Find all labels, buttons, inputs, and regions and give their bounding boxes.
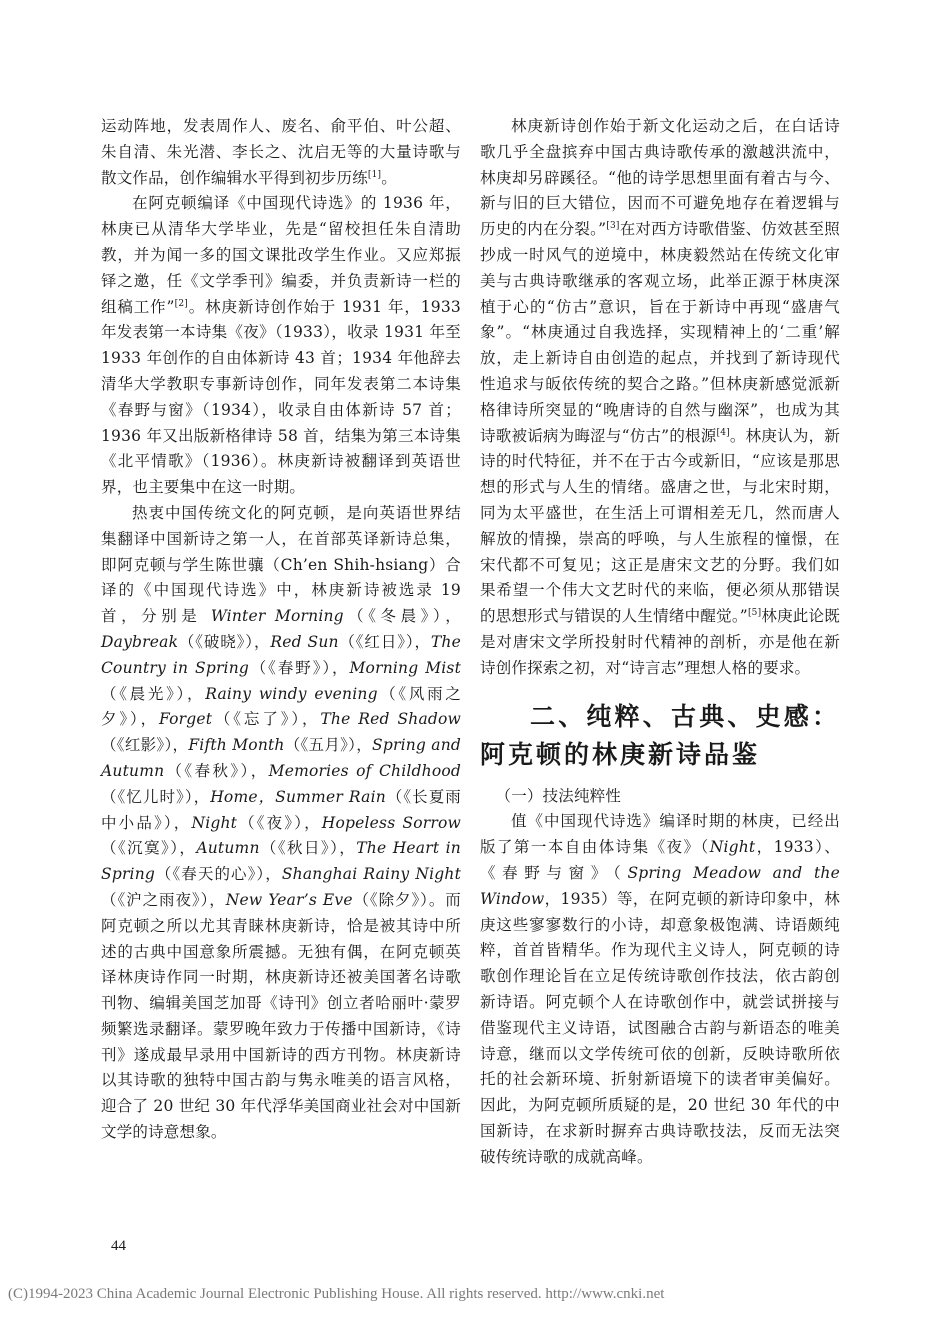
poem-title-english: Red Sun (270, 632, 339, 651)
text-run: 在阿克顿编译《中国现代诗选》的 1936 年，林庚已从清华大学毕业，先是“留校担任朱自清助教，并为闻一多的国文课批改学生作业。又应郑振铎之邀，任《文学季刊》编委，并负责新诗一栏的组稿工作” (101, 194, 461, 316)
poem-title-english: Spring Meadow and the Window (480, 863, 840, 908)
text-run: （《风雨之夕》）， (101, 684, 461, 729)
text-run: 。林庚新诗创作始于 1931 年，1933 年发表第一本诗集《夜》（1933），收录 1931 年至 1933 年创作的自由体新诗 43 首；1934 年他辞去清华大学教职专事新诗创作，同年发表第二本诗集《春野与窗》（1934），收录自由体新诗 57 首；1936 年又出版新格律诗 58 首，结集为第三本诗集《北平情歌》（1936）。林庚新诗被翻译到英语世界，也主要集中在这一时期。 (101, 297, 461, 497)
poem-title-english: Rainy windy evening (205, 684, 378, 703)
text-run: （《破晓》）， (178, 632, 271, 651)
poem-title-english: Autumn (196, 839, 260, 858)
text-run: ，1935）等，在阿克顿的新诗印象中，林庚这些寥寥数行的小诗，却意象极饱满、诗语颇纯粹，首首皆精华。作为现代主义诗人，阿克顿的诗歌创作理论旨在立足传统诗歌创作技法，依古韵创新诗语。阿克顿个人在诗歌创作中，就尝试拼接与借鉴现代主义诗语，试图融合古韵与新语态的唯美诗意，继而以文学传统可依的创新，反映诗歌所依托的社会新环境、折射新语境下的读者审美偏好。因此，为阿克顿所质疑的是，20 世纪 30 年代的中国新诗，在求新时摒弃古典诗歌技法，反而无法突破传统诗歌的成就高峰。 (480, 889, 840, 1166)
poem-title-english: Night (191, 813, 238, 832)
text-run: ，1933）、《春野与窗》（ (480, 838, 840, 882)
poem-title-english: Spring and Autumn (101, 736, 462, 780)
text-run: （《红日》）， (338, 632, 431, 651)
poem-title-english: The Red Shadow (320, 710, 462, 729)
page-number: 44 (111, 1238, 126, 1254)
text-run: （《沪之雨夜》）， (101, 890, 226, 909)
text-run: （《春天的心》）， (155, 865, 282, 884)
poem-title-english: Night (709, 838, 756, 857)
text-run: （《红影》）， (101, 736, 189, 755)
text-run: 热衷中国传统文化的阿克顿，是向英语世界结集翻译中国新诗之第一人，在首部英译新诗总集，即阿克顿与学生陈世骧（Ch’en Shih-hsiang）合译的《中国现代诗选》中，林庚新诗被选录 19 首，分别是 (101, 503, 461, 626)
poem-title-english: Fifth Month (188, 736, 285, 755)
citation-marker: [5] (747, 608, 762, 619)
poem-title-english: Memories of Childhood (268, 761, 462, 780)
text-run: 。林庚认为，新诗的时代特征，并不在于古今或新旧，“应该是那思想的形式与人生的情绪。盛唐之世，与北宋时期，同为太平盛世，在生活上可谓相差无几，然而唐人解放的情操，崇高的呼唤，与人生旅程的憧憬，在宋代都不可复见；这正是唐宋文艺的分野。我们如果希望一个伟大文艺时代的来临，便必须从那错误的思想形式与错误的人生情绪中醒觉。” (480, 426, 840, 626)
paragraph (101, 191, 461, 501)
poem-title-english: Hopeless Sorrow (321, 813, 462, 832)
citation-marker: [3] (606, 221, 620, 232)
text-run: （《秋日》）， (259, 839, 357, 858)
citation-marker: [2] (174, 298, 189, 309)
poem-title-english: Shanghai Rainy Night (281, 865, 461, 884)
poem-title-english: Home，Summer Rain (210, 787, 386, 806)
text-run: 林庚新诗创作始于新文化运动之后，在白话诗歌几乎全盘摈弃中国古典诗歌传承的激越洪流中，林庚却另辟蹊径。“他的诗学思想里面有着古与今、新与旧的巨大错位，因而不可避免地存在着逻辑与历史的内在分裂。” (480, 117, 840, 239)
poem-title-english: Morning Mist (349, 658, 462, 677)
text-run: 在对西方诗歌借鉴、仿效甚至照抄成一时风气的逆境中，林庚毅然站在传统文化审美与古典诗歌继承的客观立场，此举正源于林庚深植于心的“仿古”意识，旨在于新诗中再现“盛唐气象”。“林庚通过自我选择，实现精神上的‘二重’解放，走上新诗自由创造的起点，并找到了新诗现代性追求与皈依传统的契合之路。”但林庚新感觉派新格律诗所突显的“晚唐诗的自然与幽深”，也成为其诗歌被诟病为晦涩与“仿古”的根源 (480, 220, 840, 445)
paragraph (480, 114, 840, 682)
paragraph (101, 501, 461, 1146)
text-run: （《沉寞》）， (101, 839, 197, 858)
citation-marker: [1] (367, 169, 382, 180)
text-run: （《五月》）， (284, 736, 373, 755)
copyright-footer: (C)1994-2023 China Academic Journal Electronic Publishing House. All rights reserved. http://www.cnki.net (8, 1286, 665, 1302)
text-run: （《春秋》）， (164, 761, 269, 780)
subheading: （一）技法纯粹性 (495, 786, 622, 805)
text-run: （《忆儿时》）， (101, 787, 211, 806)
text-run: 运动阵地，发表周作人、废名、俞平伯、叶公超、朱自清、朱光潜、李长之、沈启无等的大量诗歌与散文作品，创作编辑水平得到初步历练 (101, 117, 461, 187)
text-run: （《长夏雨中小品》）， (101, 787, 461, 832)
text-run: 林庚此论既是对唐宋文学所投射时代精神的剖析，亦是他在新诗创作探索之初，对“诗言志”理想人格的要求。 (480, 607, 840, 677)
citation-marker: [4] (716, 427, 730, 438)
right-column (480, 114, 840, 1170)
poem-title-english: The Country in Spring (101, 632, 461, 677)
section-heading: 二、纯粹、古典、史感：阿克顿的林庚新诗品鉴 (480, 701, 840, 769)
poem-title-english: Winter Morning (210, 607, 344, 626)
text-run: 值《中国现代诗选》编译时期的林庚，已经出版了第一本自由体诗集《夜》（ (480, 812, 840, 857)
poem-title-english: New Year’s Eve (225, 890, 353, 909)
text-run: （《忘了》）， (212, 710, 321, 729)
poem-title-english: Daybreak (101, 632, 179, 651)
text-run: （《春野》）， (249, 658, 350, 677)
paragraph (101, 114, 461, 191)
text-run: （《晨光》）， (101, 684, 206, 703)
text-run: （《除夕》）。而阿克顿之所以尤其青睐林庚新诗，恰是被其诗中所述的古典中国意象所震撼。无独有偶，在阿克顿英译林庚诗作同一时期，林庚新诗还被美国著名诗歌刊物、编辑美国芝加哥《诗刊》创立者哈丽叶·蒙罗频繁选录翻译。蒙罗晚年致力于传播中国新诗，《诗刊》遂成最早录用中国新诗的西方刊物。林庚新诗以其诗歌的独特中国古韵与隽永唯美的语言风格，迎合了 20 世纪 30 年代浮华美国商业社会对中国新文学的诗意想象。 (101, 890, 461, 1142)
text-run: （《冬晨》）， (343, 607, 462, 626)
text-run: （《夜》）， (237, 813, 322, 832)
left-column (101, 114, 461, 1146)
poem-title-english: Forget (159, 710, 213, 729)
text-run: 。 (381, 168, 397, 187)
poem-title-english: The Heart in Spring (101, 839, 461, 884)
paragraph (480, 809, 840, 1170)
